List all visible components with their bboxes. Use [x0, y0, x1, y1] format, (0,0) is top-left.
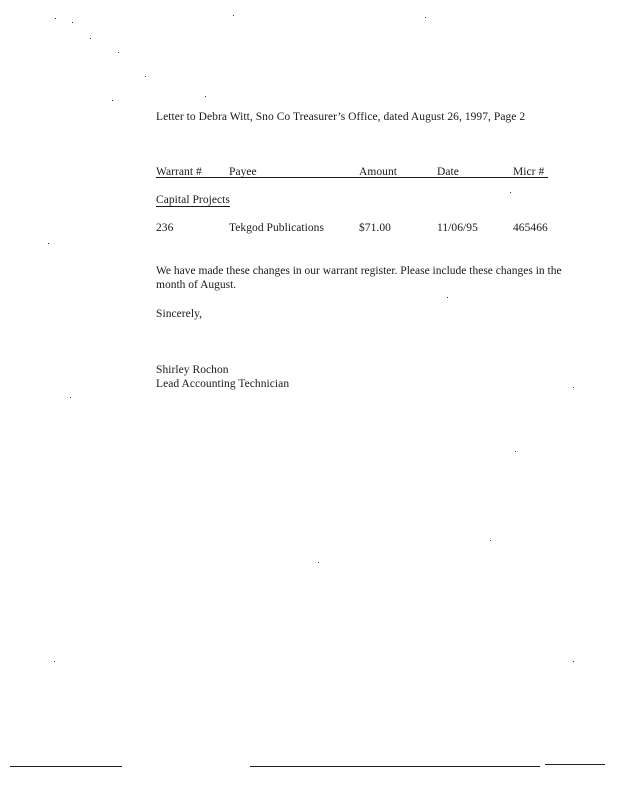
scan-speck	[54, 661, 55, 662]
scan-speck	[205, 96, 206, 97]
scan-edge-line	[250, 766, 540, 767]
cell-warrant: 236	[156, 222, 174, 234]
column-header-micr: Micr #	[513, 166, 545, 178]
column-header-amount: Amount	[359, 166, 397, 178]
letter-header: Letter to Debra Witt, Sno Co Treasurer’s Office, dated August 26, 1997, Page 2	[156, 111, 526, 123]
section-label-text: Capital Projects	[156, 194, 230, 206]
scan-speck	[112, 100, 113, 101]
scan-speck	[55, 18, 56, 19]
scan-speck	[70, 397, 71, 398]
scan-speck	[447, 297, 448, 298]
cell-micr: 465466	[513, 222, 548, 234]
scan-speck	[490, 540, 491, 541]
cell-date: 11/06/95	[437, 222, 478, 234]
column-header-date: Date	[437, 166, 459, 178]
column-header-warrant: Warrant #	[156, 166, 202, 178]
signature-name: Shirley Rochon	[156, 364, 229, 376]
cell-payee: Tekgod Publications	[229, 222, 325, 234]
scan-speck	[145, 76, 146, 77]
signature-title: Lead Accounting Technician	[156, 378, 290, 390]
scan-speck	[573, 387, 574, 388]
scan-speck	[515, 451, 516, 452]
column-header-payee: Payee	[229, 166, 257, 178]
scan-speck	[72, 22, 73, 23]
scan-speck	[90, 38, 91, 39]
scan-speck	[118, 52, 119, 53]
scan-speck	[510, 192, 511, 193]
table-header-rule	[156, 177, 548, 178]
body-paragraph: We have made these changes in our warrant register. Please include these changes in the month of August.	[156, 265, 562, 291]
scan-speck	[573, 661, 574, 662]
scan-edge-line	[10, 766, 122, 767]
cell-amount: $71.00	[359, 222, 391, 234]
scan-speck	[318, 562, 319, 563]
scan-edge-line	[545, 764, 605, 765]
scan-speck	[48, 243, 49, 244]
scan-speck	[233, 15, 234, 16]
section-label	[156, 193, 230, 207]
scan-speck	[425, 17, 426, 18]
closing: Sincerely,	[156, 308, 203, 320]
